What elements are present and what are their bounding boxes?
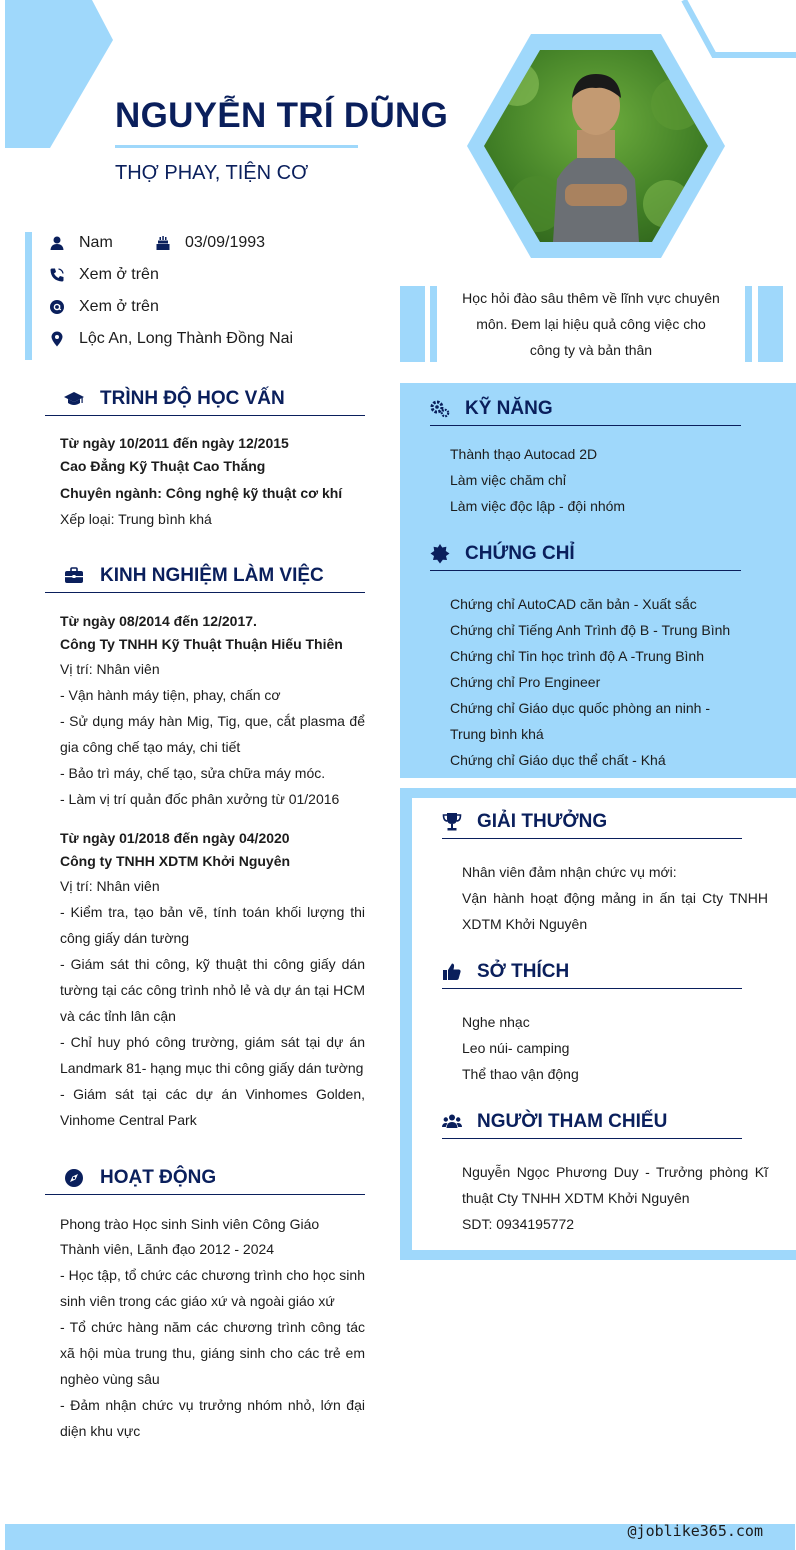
job-duty: - Làm vị trí quản đốc phân xưởng từ 01/2016 [60,791,340,807]
references-divider [442,1138,742,1139]
contact-email [49,298,159,316]
education-major: Chuyên ngành: Công nghệ kỹ thuật cơ khí [60,485,343,501]
phone-icon [49,267,65,283]
activity-role: Thành viên, Lãnh đạo 2012 - 2024 [60,1241,275,1257]
briefcase-icon [64,566,84,586]
job-duty: - Kiểm tra, tạo bản vẽ, tính toán khối lượng thi công giấy dán tường [60,904,365,946]
objective-bar-left-1 [400,286,425,362]
skill-item: Làm việc độc lập - đội nhóm [450,498,626,514]
education-grade: Xếp loại: Trung bình khá [60,511,212,527]
email-value: Xem ở trên [79,298,159,315]
experience-title: KINH NGHIỆM LÀM VIỆC [100,565,324,586]
job-title: THỢ PHAY, TIỆN CƠ [115,162,309,184]
experience-header [64,565,324,587]
awards-header [442,811,607,833]
education-content [60,432,365,532]
awards-content [462,859,768,937]
name-underline [115,145,358,148]
profile-photo [467,34,725,258]
certificate-item: Chứng chỉ Giáo dục thể chất - Khá [450,752,666,768]
certificate-item: Chứng chỉ Giáo dục quốc phòng an ninh - [450,700,710,716]
hobbies-header [442,961,569,983]
activities-content [60,1212,365,1444]
compass-icon [64,1168,84,1188]
education-title: TRÌNH ĐỘ HỌC VẤN [100,388,285,409]
activities-title: HOẠT ĐỘNG [100,1167,217,1188]
badge-icon [430,544,450,564]
job-1 [60,610,365,812]
certificates-divider [430,570,741,571]
job-period: Từ ngày 01/2018 đến ngày 04/2020 [60,830,290,846]
at-icon [49,299,65,315]
phone-value: Xem ở trên [79,266,159,283]
certificates-header [430,543,575,565]
award-line: Nhân viên đảm nhận chức vụ mới: [462,864,677,880]
job-company: Công ty TNHH XDTM Khởi Nguyên [60,853,291,869]
job-duty: - Vận hành máy tiện, phay, chấn cơ [60,687,281,703]
hobbies-divider [442,988,742,989]
objective-line: công ty và bản thân [529,342,653,358]
awards-divider [442,838,742,839]
reference-person: Nguyễn Ngọc Phương Duy - Trưởng phòng Kĩ thuật Cty TNHH XDTM Khởi Nguyên [462,1164,768,1206]
certificate-item: Trung bình khá [450,726,544,742]
activities-divider [45,1194,365,1195]
contact-phone [49,266,159,284]
activity-item: - Học tập, tổ chức các chương trình cho học sinh sinh viên trong các giáo xứ và ngoài giáo xứ [60,1267,365,1309]
job-position: Vị trí: Nhân viên [60,661,160,677]
skills-certificates-panel [400,383,796,778]
activity-item: - Tổ chức hàng năm các chương trình công tác xã hội mùa trung thu, giáng sinh cho các trẻ em nghèo vùng sâu [60,1319,365,1387]
contact-birthday [155,234,265,252]
address-value: Lộc An, Long Thành Đồng Nai [79,330,294,347]
career-objective [444,285,738,363]
footer-site: @joblike365.com [627,1522,763,1540]
certificate-item: Chứng chỉ AutoCAD căn bản - Xuất sắc [450,596,697,612]
objective-bar-left-2 [430,286,437,362]
job-company: Công Ty TNHH Kỹ Thuật Thuận Hiếu Thiên [60,636,343,652]
job-duty: - Sử dụng máy hàn Mig, Tig, que, cắt plasma để gia công chế tạo máy, chi tiết [60,713,365,755]
thumbs-up-icon [442,962,462,982]
contact-accent-bar [25,232,32,360]
gender-value: Nam [79,234,113,251]
skill-item: Thành thạo Autocad 2D [450,446,598,462]
job-duty: - Giám sát tại các dự án Vinhomes Golden, Vinhome Central Park [60,1086,365,1128]
activity-item: - Đảm nhận chức vụ trưởng nhóm nhỏ, lớn đại diện khu vực [60,1397,365,1439]
education-divider [45,415,365,416]
skills-header [430,398,553,420]
job-position: Vị trí: Nhân viên [60,878,160,894]
activities-header [64,1167,216,1189]
experience-divider [45,592,365,593]
job-duty: - Giám sát thi công, kỹ thuật thi công giấy dán tường tại các công trình nhỏ lẻ và dự án tại HCM và các tỉnh lân cận [60,956,365,1024]
skills-title: KỸ NĂNG [465,398,553,419]
hobby-item: Nghe nhạc [462,1014,530,1030]
objective-bar-right-1 [745,286,752,362]
objective-line: Học hỏi đào sâu thêm về lĩnh vực chuyên [462,290,720,306]
objective-line: môn. Đem lại hiệu quả công việc cho [476,316,706,332]
contact-gender [49,234,113,252]
users-icon [442,1112,462,1132]
top-left-decoration [0,0,120,150]
references-header [442,1111,667,1133]
candidate-name: NGUYỄN TRÍ DŨNG [115,96,449,135]
trophy-icon [442,812,462,832]
certificates-title: CHỨNG CHỈ [465,543,575,564]
contact-address [49,330,293,348]
awards-title: GIẢI THƯỞNG [477,811,608,832]
reference-phone: SDT: 0934195772 [462,1216,575,1232]
certificate-item: Chứng chỉ Tiếng Anh Trình độ B - Trung Bình [450,622,731,638]
user-icon [49,235,65,251]
job-period: Từ ngày 08/2014 đến 12/2017. [60,613,257,629]
graduation-cap-icon [64,389,84,409]
references-content [462,1159,768,1237]
education-period: Từ ngày 10/2011 đến ngày 12/2015 [60,435,289,451]
references-title: NGƯỜI THAM CHIẾU [477,1111,668,1132]
cake-icon [155,235,171,251]
skill-item: Làm việc chăm chỉ [450,472,566,488]
skills-divider [430,425,741,426]
job-duty: - Bảo trì máy, chế tạo, sửa chữa máy móc. [60,765,326,781]
birthday-value: 03/09/1993 [185,234,266,251]
objective-bar-right-2 [758,286,783,362]
activity-org: Phong trào Học sinh Sinh viên Công Giáo [60,1216,320,1232]
hobby-item: Leo núi- camping [462,1040,570,1056]
certificate-item: Chứng chỉ Tin học trình độ A -Trung Bình [450,648,704,664]
education-school: Cao Đẳng Kỹ Thuật Cao Thắng [60,458,266,474]
hobby-item: Thể thao vận động [462,1066,579,1082]
education-header [64,388,285,410]
job-duty: - Chỉ huy phó công trường, giám sát tại dự án Landmark 81- hạng mục thi công giấy dán tường [60,1034,365,1076]
job-2 [60,827,365,1133]
location-pin-icon [49,331,65,347]
certificate-item: Chứng chỉ Pro Engineer [450,674,601,690]
gears-icon [430,399,450,419]
award-line: Vận hành hoạt động mảng in ấn tại Cty TNHH XDTM Khởi Nguyên [462,890,768,932]
hobbies-title: SỞ THÍCH [477,961,570,982]
